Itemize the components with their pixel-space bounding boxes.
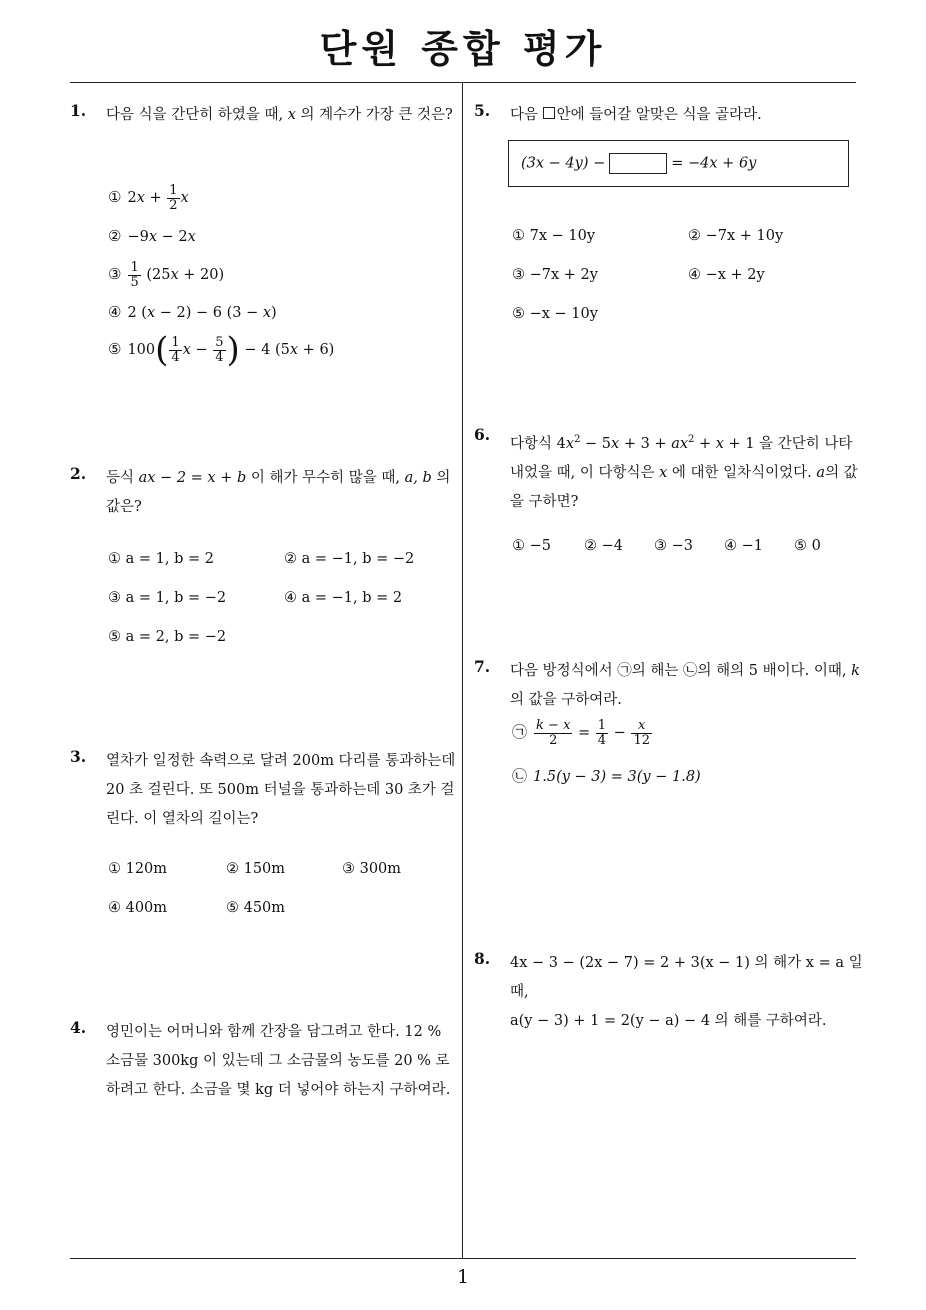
question-text: 다음 안에 들어갈 알맞은 식을 골라라.: [510, 107, 762, 123]
option-3[interactable]: ③ 300m: [342, 861, 402, 877]
question-number: 1.: [70, 101, 87, 120]
option-5[interactable]: ⑤ −x − 10y: [512, 306, 598, 322]
bottom-rule: [70, 1258, 856, 1259]
question-text: 다음 식을 간단히 하였을 때, x 의 계수가 가장 큰 것은?: [106, 107, 453, 123]
option-5[interactable]: ⑤ 450m: [226, 900, 286, 916]
option-2[interactable]: ② −7x + 10y: [688, 228, 784, 244]
question-number: 7.: [474, 657, 491, 676]
equation-2: ㉡ 1.5(y − 3) = 3(y − 1.8): [512, 767, 701, 785]
question-number: 6.: [474, 425, 491, 444]
option-1[interactable]: ① a = 1, b = 2: [108, 551, 214, 567]
option-4[interactable]: ④ −1: [724, 538, 763, 554]
column-divider: [462, 83, 463, 1258]
blank-square-icon: [543, 107, 555, 119]
question-number: 3.: [70, 747, 87, 766]
question-number: 5.: [474, 101, 491, 120]
option-3[interactable]: ③ a = 1, b = −2: [108, 590, 227, 606]
question-text: 영민이는 어머니와 함께 간장을 담그려고 한다. 12 % 소금물 300kg 이 있는데 그 소금물의 농도를 20 % 로 하려고 한다. 소금을 몇 kg 더 넣어야 하는지 구하여라.: [106, 1024, 451, 1098]
top-rule: [70, 82, 856, 83]
option-1[interactable]: ① −5: [512, 538, 551, 554]
option-5[interactable]: ⑤ 100( $\frac{1}{4}$ x − $\frac{5}{4}$ ) − 4 (5x + 6): [108, 330, 335, 370]
option-2[interactable]: ② a = −1, b = −2: [284, 551, 415, 567]
option-2[interactable]: ② 150m: [226, 861, 286, 877]
option-2[interactable]: ② −4: [584, 538, 623, 554]
option-4[interactable]: ④ 2 (x − 2) − 6 (3 − x): [108, 303, 277, 321]
option-3[interactable]: ③ −7x + 2y: [512, 267, 598, 283]
question-number: 8.: [474, 949, 491, 968]
page-number: 1: [456, 1266, 470, 1288]
question-text: 등식 ax − 2 = x + b 이 해가 무수히 많을 때, a, b 의 값은?: [106, 470, 451, 515]
equation-1: ㉠ $\frac{k - x}{2}$ = $\frac{1}{4}$ − $\frac{x}{12}$: [512, 718, 650, 748]
page-title: 단원 종합 평가: [319, 27, 607, 71]
option-5[interactable]: ⑤ 0: [794, 538, 821, 554]
equation-box: (3x − 4y) − = −4x + 6y: [508, 140, 849, 187]
option-4[interactable]: ④ a = −1, b = 2: [284, 590, 403, 606]
option-4[interactable]: ④ −x + 2y: [688, 267, 765, 283]
option-3[interactable]: ③ −3: [654, 538, 693, 554]
question-text: 4x − 3 − (2x − 7) = 2 + 3(x − 1) 의 해가 x = a 일 때, a(y − 3) + 1 = 2(y − a) − 4 의 해를 구하여라.: [510, 955, 863, 1029]
question-number: 2.: [70, 464, 87, 483]
option-1[interactable]: ① 7x − 10y: [512, 228, 596, 244]
answer-blank[interactable]: [609, 153, 667, 174]
option-2[interactable]: ② −9x − 2x: [108, 227, 196, 245]
question-text: 열차가 일정한 속력으로 달려 200m 다리를 통과하는데 20 초 걸린다. 또 500m 터널을 통과하는데 30 초가 걸린다. 이 열차의 길이는?: [106, 753, 456, 827]
option-1[interactable]: ① 120m: [108, 861, 168, 877]
option-5[interactable]: ⑤ a = 2, b = −2: [108, 629, 227, 645]
option-4[interactable]: ④ 400m: [108, 900, 168, 916]
option-1[interactable]: ① 2x + $\frac{1}{2}$ x: [108, 183, 189, 213]
option-3[interactable]: ③ $\frac{1}{5}$ (25x + 20): [108, 260, 225, 290]
question-text: 다항식 $4x^2 - 5x + 3 + ax^2 + x + 1$ 을 간단히 나타내었을 때, 이 다항식은 x 에 대한 일차식이었다. a의 값을 구하면?: [510, 434, 858, 510]
question-text: 다음 방정식에서 ㉠의 해는 ㉡의 해의 5 배이다. 이때, k 의 값을 구하여라.: [510, 663, 860, 708]
question-number: 4.: [70, 1018, 87, 1037]
